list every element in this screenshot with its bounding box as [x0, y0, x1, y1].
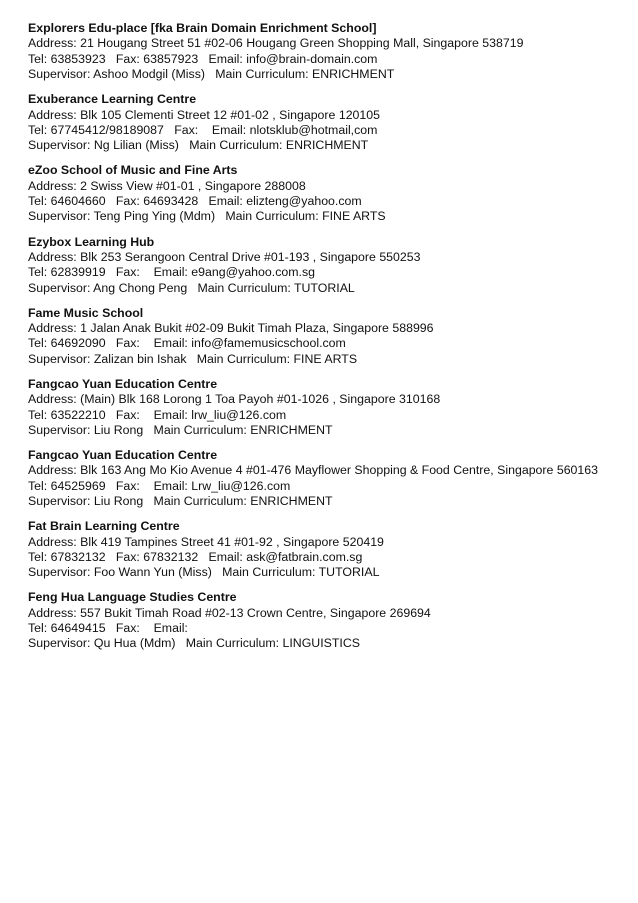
- school-address: Address: Blk 253 Serangoon Central Drive #01-193 , Singapore 550253: [28, 249, 421, 264]
- school-name: Fat Brain Learning Centre: [28, 519, 180, 534]
- school-address: Address: Blk 105 Clementi Street 12 #01-02 , Singapore 120105: [28, 107, 381, 122]
- school-supervisor: Supervisor: Liu Rong Main Curriculum: ENRICHMENT: [28, 494, 333, 509]
- school-contact: Tel: 62839919 Fax: Email: e9ang@yahoo.com.sg: [28, 265, 315, 280]
- school-name: Explorers Edu-place [fka Brain Domain Enrichment School]: [28, 21, 377, 35]
- school-name: Fangcao Yuan Education Centre: [28, 448, 218, 463]
- school-contact: Tel: 67832132 Fax: 67832132 Email: ask@fatbrain.com.sg: [28, 549, 363, 564]
- school-entry: [28, 235, 624, 296]
- school-listing: [28, 21, 624, 662]
- school-name: Fangcao Yuan Education Centre: [28, 376, 218, 391]
- school-address: Address: Blk 419 Tampines Street 41 #01-92 , Singapore 520419: [28, 534, 384, 549]
- school-address: Address: 557 Bukit Timah Road #02-13 Crown Centre, Singapore 269694: [28, 605, 431, 620]
- school-name: Ezybox Learning Hub: [28, 234, 155, 249]
- school-supervisor: Supervisor: Ng Lilian (Miss) Main Curriculum: ENRICHMENT: [28, 138, 369, 153]
- school-supervisor: Supervisor: Liu Rong Main Curriculum: ENRICHMENT: [28, 422, 333, 437]
- school-contact: Tel: 63853923 Fax: 63857923 Email: info@brain-domain.com: [28, 51, 378, 66]
- school-address: Address: Blk 163 Ang Mo Kio Avenue 4 #01-476 Mayflower Shopping & Food Centre, Singapore 560163: [28, 463, 599, 478]
- school-entry: [28, 519, 624, 580]
- school-entry: [28, 163, 624, 224]
- school-entry: [28, 448, 624, 509]
- school-entry: [28, 21, 624, 82]
- school-entry: [28, 92, 624, 153]
- school-name: eZoo School of Music and Fine Arts: [28, 163, 238, 178]
- school-supervisor: Supervisor: Foo Wann Yun (Miss) Main Curriculum: TUTORIAL: [28, 565, 380, 580]
- school-name: Fame Music School: [28, 305, 144, 320]
- school-contact: Tel: 67745412/98189087 Fax: Email: nlotsklub@hotmail,com: [28, 122, 378, 137]
- school-contact: Tel: 64692090 Fax: Email: info@famemusicschool.com: [28, 336, 346, 351]
- school-supervisor: Supervisor: Teng Ping Ying (Mdm) Main Curriculum: FINE ARTS: [28, 209, 386, 224]
- school-entry: [28, 590, 624, 651]
- school-supervisor: Supervisor: Qu Hua (Mdm) Main Curriculum: LINGUISTICS: [28, 636, 360, 651]
- school-address: Address: 2 Swiss View #01-01 , Singapore 288008: [28, 178, 306, 193]
- school-name: Exuberance Learning Centre: [28, 92, 197, 107]
- school-contact: Tel: 64525969 Fax: Email: Lrw_liu@126.com: [28, 478, 291, 493]
- school-contact: Tel: 64604660 Fax: 64693428 Email: elizteng@yahoo.com: [28, 194, 362, 209]
- school-contact: Tel: 64649415 Fax: Email:: [28, 621, 188, 636]
- school-entry: [28, 306, 624, 367]
- school-address: Address: (Main) Blk 168 Lorong 1 Toa Payoh #01-1026 , Singapore 310168: [28, 392, 441, 407]
- school-address: Address: 1 Jalan Anak Bukit #02-09 Bukit Timah Plaza, Singapore 588996: [28, 321, 434, 336]
- school-supervisor: Supervisor: Ashoo Modgil (Miss) Main Curriculum: ENRICHMENT: [28, 67, 395, 82]
- school-address: Address: 21 Hougang Street 51 #02-06 Hougang Green Shopping Mall, Singapore 538719: [28, 36, 524, 51]
- school-entry: [28, 377, 624, 438]
- school-supervisor: Supervisor: Ang Chong Peng Main Curriculum: TUTORIAL: [28, 280, 355, 295]
- school-name: Feng Hua Language Studies Centre: [28, 590, 237, 605]
- school-contact: Tel: 63522210 Fax: Email: lrw_liu@126.com: [28, 407, 287, 422]
- school-supervisor: Supervisor: Zalizan bin Ishak Main Curriculum: FINE ARTS: [28, 351, 358, 366]
